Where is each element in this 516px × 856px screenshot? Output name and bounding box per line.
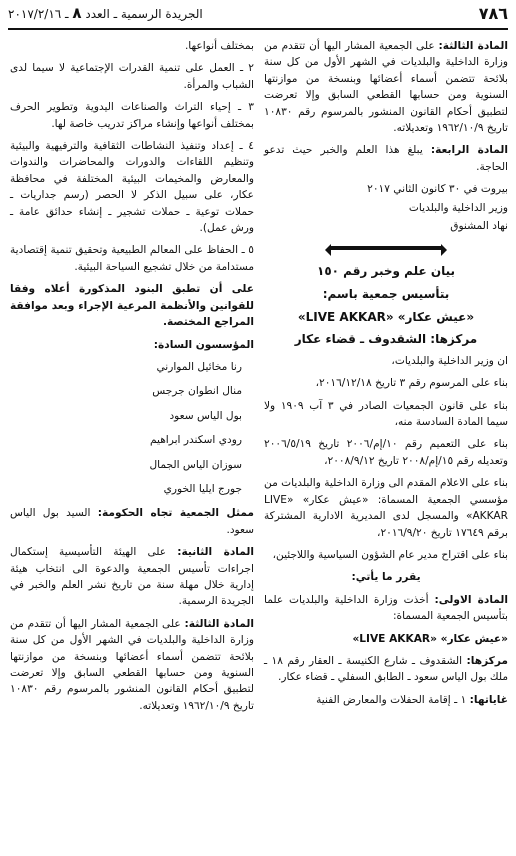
article-2: المادة الثانية: على الهيئة التأسيسية إستكمال اجراءات تأسيس الجمعية والدعوة الى انتخاب هيئة إدارية خلال مهلة سنة من تاريخ نشر العلم والخبر في الجريدة الرسمية. <box>10 546 254 608</box>
notice-title: بيان علم وخبر رقم ١٥٠ <box>317 264 455 279</box>
goal-2: ٢ ـ العمل على تنمية القدرات الإجتماعية لا سيما لدى الشباب والمرأة. <box>10 62 254 91</box>
signature-place: بيروت في ٣٠ كانون الثاني ٢٠١٧ <box>367 183 508 196</box>
founder-name: بول الياس سعود <box>169 409 242 422</box>
page-number: ٧٨٦ <box>478 3 508 23</box>
founders-list <box>10 359 254 497</box>
article-3-left: المادة الثالثة: على الجمعية المشار اليها أن تتقدم من وزارة الداخلية والبلديات في الشهر الأول من كل سنة بلائحة تتضمن أسماء أعضائها وبنسخة من موازنتها السنوية ومن حسابها القطعي السابق وإلا تعرضت لتطبيق أحكام القانون المنشور بالمرسوم رقم ١٠٨٣٠ تاريخ ١٩٦٢/١٠/٩ وتعديلاته. <box>10 617 254 712</box>
association-name: «عيش عكار» «LIVE AKKAR» <box>352 632 508 645</box>
founder-name: سوزان الياس الجمال <box>149 458 242 471</box>
goal-3: ٣ ـ إحياء التراث والصناعات اليدوية وتطوير الحرف بمختلف أنواعها وإنشاء مراكز تدريب خاصة لها. <box>10 101 254 130</box>
founder-name: جورج ايليا الخوري <box>163 482 242 495</box>
founder-name: رودي اسكندر ابراهيم <box>149 434 242 447</box>
notice-subtitle-2: «عيش عكار» «LIVE AKKAR» <box>297 309 475 324</box>
government-representative: ممثل الجمعية تجاه الحكومة: السيد بول الياس سعود. <box>10 507 254 536</box>
goal-1-cont: بمختلف أنواعها. <box>184 40 254 52</box>
issue-date: ـ ٢٠١٧/٢/١٦ <box>8 7 69 22</box>
founder-name: رنا مخائيل الموارني <box>156 360 242 373</box>
goals: غاياتها: ١ ـ إقامة الحفلات والمعارض الفنية <box>316 693 508 706</box>
preamble-4: بناء على التعميم رقم ١٠/إم/٢٠٠٦ تاريخ ٢٠٠٦/٥/١٩ وتعديله رقم ١٥/إم/٢٠٠٨ تاريخ ٢٠٠٨/٩/١٢، <box>264 438 508 467</box>
notice-subtitle-1: بتأسيس جمعية باسم: <box>322 287 450 302</box>
preamble-2: بناء على المرسوم رقم ٣ تاريخ ٢٠١٦/١٢/١٨، <box>315 377 508 390</box>
issue-number: ٨ <box>72 4 82 23</box>
signature-block <box>264 181 508 234</box>
article-4: المادة الرابعة: يبلغ هذا العلم والخبر حيث تدعو الحاجة. <box>264 144 508 173</box>
founder-name: منال انطوان جرجس <box>152 385 242 398</box>
headquarters: مركزها: الشقدوف ـ شارع الكنيسة ـ العقار رقم ١٨ ـ ملك بول الياس سعود ـ الطابق السفلي ـ قضاء عكار. <box>264 654 508 684</box>
compliance-clause: على أن تطبق البنود المذكورة أعلاه وفقا للقوانين والأنظمة المرعية الإجراء وبعد موافقة المراجع المختصة. <box>10 283 254 329</box>
running-head <box>8 2 203 25</box>
founders-label: المؤسسون السادة: <box>153 338 254 351</box>
article-3: المادة الثالثة: على الجمعية المشار اليها أن تتقدم من وزارة الداخلية والبلديات في الشهر الأول من كل سنة بلائحة تتضمن أسماء أعضائها وبنسخة من موازنتها السنوية ومن حسابها القطعي السابق وإلا تعرضت لتطبيق أحكام القانون المنشور بالمرسوم رقم ١٠٨٣٠ تاريخ ١٩٦٢/١٠/٩ وتعديلاته. <box>264 40 508 135</box>
preamble-6: بناء على اقتراح مدير عام الشؤون السياسية واللاجئين، <box>272 548 508 561</box>
goal-4: ٤ ـ إعداد وتنفيذ النشاطات الثقافية والترفيهية والبيئية وتنظيم اللقاءات والدورات والمحاضرات والندوات والمعارض والمخيمات البيئية المختلفة في محافظة عكار، على سبيل الذكر لا الحصر (رسم جداريات ـ حملات توعية ـ حملات تشجير ـ إنشاء حدائق عامة ـ ورش عمل). <box>10 140 254 235</box>
page-header <box>8 0 508 30</box>
section-divider <box>264 240 508 256</box>
preamble-5: بناء على الاعلام المقدم الى وزارة الداخلية والبلديات من مؤسسي الجمعية المسماة: «عيش عكار» «LIVE AKKAR» والمسجل لدى المديرية الادارية المشتركة برقم ١٧٦٤٩ تاريخ ٢٠١٦/٩/٢٠، <box>264 477 508 539</box>
preamble-1: ان وزير الداخلية والبلديات، <box>391 354 508 367</box>
right-column <box>264 38 508 720</box>
columns <box>8 38 508 720</box>
notice-subtitle-3: مركزها: الشقدوف ـ قضاء عكار <box>294 332 478 347</box>
signature-title: وزير الداخلية والبلديات <box>408 201 508 214</box>
goal-5: ٥ ـ الحفاظ على المعالم الطبيعية وتحقيق تنمية إقتصادية مستدامة من خلال تشجيع السياحة البيئية. <box>10 244 254 273</box>
signature-name: نهاد المشنوق <box>450 220 508 233</box>
preamble-3: بناء على قانون الجمعيات الصادر في ٣ آب ١٩٠٩ ولا سيما المادة السادسة منه، <box>264 399 508 429</box>
gazette-name: الجريدة الرسمية ـ العدد <box>85 7 203 22</box>
decides-heading: يقرر ما يأتي: <box>351 571 421 584</box>
left-column <box>10 38 254 720</box>
article-1: المادة الاولى: أخذت وزارة الداخلية والبلديات علما بتأسيس الجمعية المسماة: <box>264 593 509 623</box>
